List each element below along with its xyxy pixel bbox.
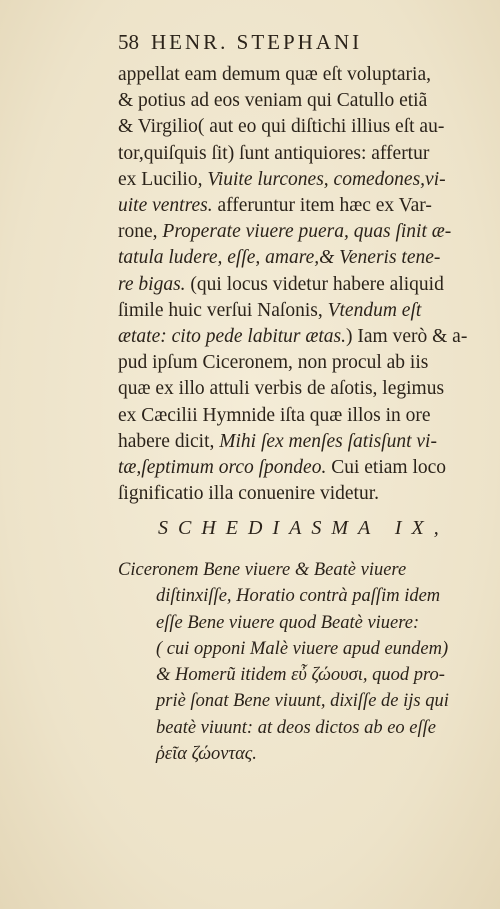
text-line — [118, 350, 486, 376]
italic-segment: Mihi ſex menſes ſatisſunt vi- — [219, 430, 437, 452]
italic-segment: tæ,ſeptimum orco ſpondeo. — [118, 457, 327, 479]
text-line — [118, 193, 486, 219]
running-title: HENR. STEPHANI — [151, 30, 363, 54]
section-line: Ciceronem Bene viuere & Beatè viuere — [118, 560, 407, 580]
roman-segment: (qui locus videtur habere aliquid — [185, 273, 444, 295]
text-line — [118, 114, 486, 140]
page-header — [118, 30, 478, 55]
italic-segment: Vtendum eſt — [327, 299, 422, 321]
text-line — [118, 141, 486, 167]
roman-segment: afferuntur item hæc ex Var- — [212, 195, 432, 217]
roman-segment: Cui etiam loco — [326, 457, 447, 479]
italic-segment: Viuite lurcones, comedones,vi- — [207, 168, 446, 190]
text-line — [118, 272, 486, 298]
section-line: diſtinxiſſe, Horatio contrà paſſim idem — [156, 586, 441, 607]
section-paragraph — [118, 557, 488, 767]
roman-segment: ſignificatio illa conuenire videtur. — [118, 483, 380, 505]
italic-segment: re bigas. — [118, 273, 186, 295]
roman-segment: rone, — [118, 221, 163, 243]
text-line — [118, 62, 486, 88]
section-line: ῥεῖα ζώοντας. — [156, 744, 257, 765]
roman-segment: appellat eam demum quæ eſt voluptaria, — [118, 64, 431, 85]
text-line — [118, 219, 486, 245]
roman-segment: habere dicit, — [118, 430, 220, 452]
section-line: beatè viuunt: at deos dictos ab eo eſſe — [156, 717, 436, 738]
text-line — [118, 429, 486, 455]
roman-segment: pud ipſum Ciceronem, non procul ab iis — [118, 352, 429, 374]
section-line: & Homerũ itidem εὖ ζώουσι, quod pro- — [156, 665, 445, 686]
text-line — [118, 324, 486, 350]
roman-segment: & Virgilio( aut eo qui diſtichi illius eſt au- — [118, 116, 445, 138]
section-heading: SCHEDIASMA IX, — [158, 517, 449, 539]
section-line: ( cui opponi Malè viuere apud eundem) — [156, 638, 449, 659]
roman-segment: quæ ex illo attuli verbis de aſotis, legimus — [118, 378, 445, 400]
page-number: 58 — [118, 30, 139, 54]
section-line: priè ſonat Bene viuunt, dixiſſe de ijs qui — [156, 691, 449, 712]
italic-segment: uite ventres. — [118, 195, 213, 217]
roman-segment: & potius ad eos veniam qui Catullo etiã — [118, 90, 428, 112]
text-line — [118, 376, 486, 402]
text-line — [118, 245, 486, 271]
italic-segment: Properate viuere puera, quas ſinit æ- — [162, 221, 452, 243]
text-line — [118, 455, 486, 481]
roman-segment: ſimile huic verſui Naſonis, — [118, 299, 328, 321]
roman-segment: tor,quiſquis ſit) ſunt antiquiores: affertur — [118, 142, 430, 164]
italic-segment: tatula ludere, eſſe, amare,& Veneris tene- — [118, 247, 441, 269]
italic-segment: ætate: cito pede labitur ætas. — [118, 326, 347, 348]
text-line — [118, 88, 486, 114]
roman-segment: ex Lucilio, — [118, 168, 208, 190]
text-line — [118, 481, 486, 507]
roman-segment: ) Iam verò & a- — [346, 326, 468, 348]
text-line — [118, 298, 486, 324]
main-paragraph — [118, 62, 486, 507]
roman-segment: ex Cæcilii Hymnide iſta quæ illos in ore — [118, 404, 431, 426]
text-line — [118, 167, 486, 193]
section-line: eſſe Bene viuere quod Beatè viuere: — [156, 612, 420, 633]
text-line — [118, 403, 486, 429]
